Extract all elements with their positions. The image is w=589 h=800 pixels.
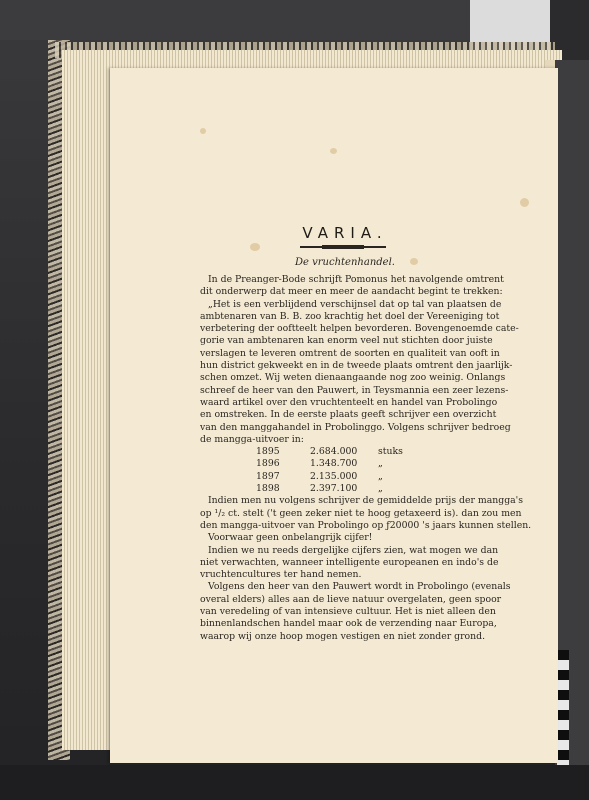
foxing-spot: [250, 243, 260, 251]
text-line: verbetering der ooftteelt helpen bevorderen. Bovengenoemde cate-: [200, 323, 519, 335]
table-row: [200, 458, 490, 470]
export-year: 1895: [256, 446, 280, 458]
paragraph-3: [200, 532, 490, 544]
text-line: ambtenaren van B. B. zoo krachtig het doel der Vereeniging tot: [200, 310, 500, 322]
text-line: overal elders) alles aan de lieve natuur overgelaten, geen spoor: [200, 593, 502, 605]
text-line: vruchtencultures ter hand nemen.: [200, 569, 362, 581]
text-line: op ¹/₂ ct. stelt ('t geen zeker niet te hoog getaxeerd is). dan zou men: [200, 507, 522, 519]
export-year: 1897: [256, 470, 280, 482]
title-rule: [300, 246, 386, 248]
export-unit: „: [378, 458, 383, 470]
foxing-spot: [520, 198, 529, 207]
text-line: Voorwaar geen onbelangrijk cijfer!: [208, 532, 373, 544]
export-unit: „: [378, 483, 383, 495]
text-line: „Het is een verblijdend verschijnsel dat op tal van plaatsen de: [208, 298, 502, 310]
foxing-spot: [330, 148, 337, 154]
text-line: van den manggahandel in Probolinggo. Volgens schrijver bedroeg: [200, 421, 511, 433]
export-unit: stuks: [378, 446, 403, 458]
text-line: schen omzet. Wij weten dienaangaande nog zoo weinig. Onlangs: [200, 372, 506, 384]
text-line: den mangga-uitvoer van Probolingo op ƒ20000 's jaars kunnen stellen.: [200, 519, 532, 531]
text-line: Volgens den heer van den Pauwert wordt in Probolingo (evenals: [208, 581, 511, 593]
export-quantity: 2.397.100: [310, 483, 358, 495]
text-line: niet verwachten, wanneer intelligente europeanen en indo's de: [200, 556, 499, 568]
text-line: schreef de heer van den Pauwert, in Teysmannia een zeer lezens-: [200, 384, 509, 396]
text-line: verslagen te leveren omtrent de soorten en qualiteit van ooft in: [200, 347, 500, 359]
text-line: binnenlandschen handel maar ook de verzending naar Europa,: [200, 618, 497, 630]
foxing-spot: [200, 128, 206, 134]
text-line: hun district gekweekt en in de tweede plaats omtrent den jaarlijk-: [200, 360, 513, 372]
section-title: VARIA.: [302, 224, 388, 242]
scanner-bed-bottom: [0, 765, 589, 800]
text-line: en omstreken. In de eerste plaats geeft schrijver een overzicht: [200, 409, 497, 421]
paragraph-5: [200, 581, 511, 642]
export-quantity: 2.684.000: [310, 446, 358, 458]
text-line: Indien men nu volgens schrijver de gemiddelde prijs der mangga's: [208, 495, 524, 507]
export-year: 1898: [256, 483, 280, 495]
text-line: gorie van ambtenaren kan enorm veel nut stichten door juiste: [200, 335, 493, 347]
export-table: [200, 446, 490, 495]
paragraph-1: [200, 274, 519, 446]
scanner-bed-top: [0, 0, 470, 40]
export-quantity: 1.348.700: [310, 458, 358, 470]
text-line: de mangga-uitvoer in:: [200, 433, 304, 445]
table-row: [200, 483, 490, 495]
article-subtitle: De vruchtenhandel.: [295, 257, 395, 268]
text-line: dit onderwerp dat meer en meer de aandacht begint te trekken:: [200, 286, 503, 298]
text-line: van veredeling of van intensieve cultuur. Het is niet alleen den: [200, 606, 496, 618]
table-row: [200, 471, 490, 483]
export-quantity: 2.135.000: [310, 470, 358, 482]
text-line: Indien we nu reeds dergelijke cijfers zien, wat mogen we dan: [208, 544, 499, 556]
paragraph-2: [200, 495, 532, 532]
table-row: [200, 446, 490, 458]
article-body: [200, 274, 532, 643]
text-line: In de Preanger-Bode schrijft Pomonus het navolgende omtrent: [208, 274, 504, 285]
export-unit: „: [378, 470, 383, 482]
paragraph-4: [200, 544, 499, 582]
export-year: 1896: [256, 458, 280, 470]
text-line: waard artikel over den vruchtenteelt en handel van Probolingo: [200, 396, 498, 408]
text-line: waarop wij onze hoop mogen vestigen en niet zonder grond.: [200, 630, 486, 642]
